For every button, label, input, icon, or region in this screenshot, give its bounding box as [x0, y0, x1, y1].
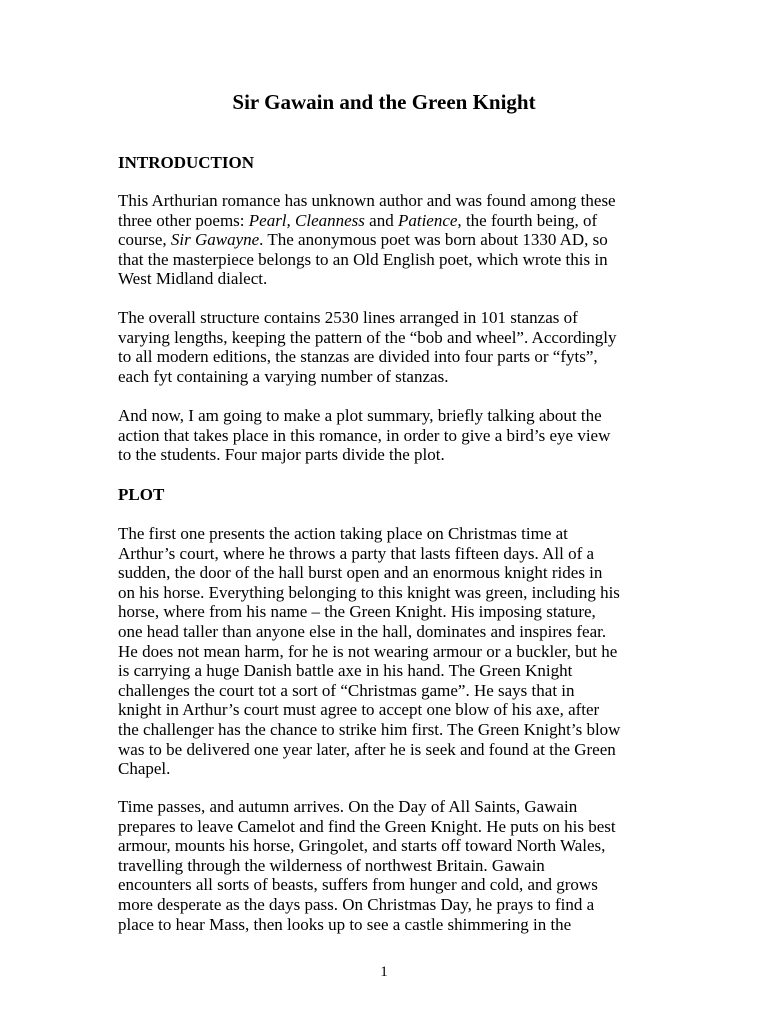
introduction-heading: INTRODUCTION	[118, 153, 255, 172]
text-run: and	[364, 210, 398, 230]
paragraph-line: more desperate as the days pass. On Christmas Day, he prays to find a	[118, 894, 595, 914]
paragraph-line	[118, 230, 663, 250]
intro-paragraph-2	[118, 308, 663, 386]
paragraph-line: And now, I am going to make a plot summary, briefly talking about the	[118, 406, 602, 425]
plot-paragraph-2	[118, 797, 663, 934]
text-run: course,	[118, 230, 171, 250]
text-run: the fourth being, of	[461, 210, 598, 230]
paragraph-line: to all modern editions, the stanzas are divided into four parts or “fyts”,	[118, 347, 598, 367]
italic-title-patience: Patience,	[397, 210, 462, 230]
paragraph-line: The overall structure contains 2530 lines arranged in 101 stanzas of	[118, 308, 578, 327]
paragraph-line: was to be delivered one year later, after he is seek and found at the Green	[118, 739, 616, 759]
paragraph-line: sudden, the door of the hall burst open and an enormous knight rides in	[118, 563, 603, 583]
text-run: . The anonymous poet was born about 1330 AD, so	[259, 230, 608, 250]
paragraph-line: that the masterpiece belongs to an Old English poet, which wrote this in	[118, 249, 608, 269]
plot-paragraph-1	[118, 524, 663, 779]
paragraph-line: place to hear Mass, then looks up to see a castle shimmering in the	[118, 914, 572, 934]
paragraph-line: action that takes place in this romance, in order to give a bird’s eye view	[118, 425, 611, 445]
intro-paragraph-1	[118, 191, 663, 289]
paragraph-line: encounters all sorts of beasts, suffers from hunger and cold, and grows	[118, 875, 598, 895]
paragraph-line: Time passes, and autumn arrives. On the Day of All Saints, Gawain	[118, 797, 578, 816]
paragraph-line: armour, mounts his horse, Gringolet, and starts off toward North Wales,	[118, 836, 606, 856]
paragraph-line: The first one presents the action taking place on Christmas time at	[118, 524, 568, 543]
paragraph-line: one head taller than anyone else in the hall, dominates and inspires fear.	[118, 621, 607, 641]
paragraph-line: knight in Arthur’s court must agree to accept one blow of his axe, after	[118, 700, 600, 720]
paragraph-line: West Midland dialect.	[118, 269, 268, 289]
paragraph-line: Chapel.	[118, 759, 171, 779]
paragraph-line: each fyt containing a varying number of stanzas.	[118, 366, 449, 386]
paragraph-line: travelling through the wilderness of northwest Britain. Gawain	[118, 855, 545, 875]
document-title: Sir Gawain and the Green Knight	[232, 90, 536, 114]
paragraph-line: varying lengths, keeping the pattern of the “bob and wheel”. Accordingly	[118, 327, 617, 347]
italic-title-sir-gawayne: Sir Gawayne	[170, 230, 260, 250]
text-run: three other poems:	[118, 210, 249, 230]
intro-paragraph-3	[118, 406, 663, 465]
paragraph-line: to the students. Four major parts divide the plot.	[118, 445, 445, 465]
paragraph-line: the challenger has the chance to strike him first. The Green Knight’s blow	[118, 719, 621, 739]
paragraph-line: prepares to leave Camelot and find the Green Knight. He puts on his best	[118, 816, 616, 836]
paragraph-line: He does not mean harm, for he is not wearing armour or a buckler, but he	[118, 641, 618, 661]
paragraph-line: Arthur’s court, where he throws a party that lasts fifteen days. All of a	[118, 543, 595, 563]
paragraph-line: This Arthurian romance has unknown author and was found among these	[118, 191, 616, 210]
italic-title-pearl-cleanness: Pearl, Cleanness	[248, 210, 365, 230]
plot-heading: PLOT	[118, 485, 165, 504]
paragraph-line	[118, 211, 663, 231]
paragraph-line: on his horse. Everything belonging to this knight was green, including his	[118, 582, 620, 602]
paragraph-line: horse, where from his name – the Green Knight. His imposing stature,	[118, 602, 596, 622]
page-number: 1	[380, 964, 388, 980]
paragraph-line: challenges the court tot a sort of “Christmas game”. He says that in	[118, 680, 575, 700]
paragraph-line: is carrying a huge Danish battle axe in his hand. The Green Knight	[118, 661, 573, 681]
